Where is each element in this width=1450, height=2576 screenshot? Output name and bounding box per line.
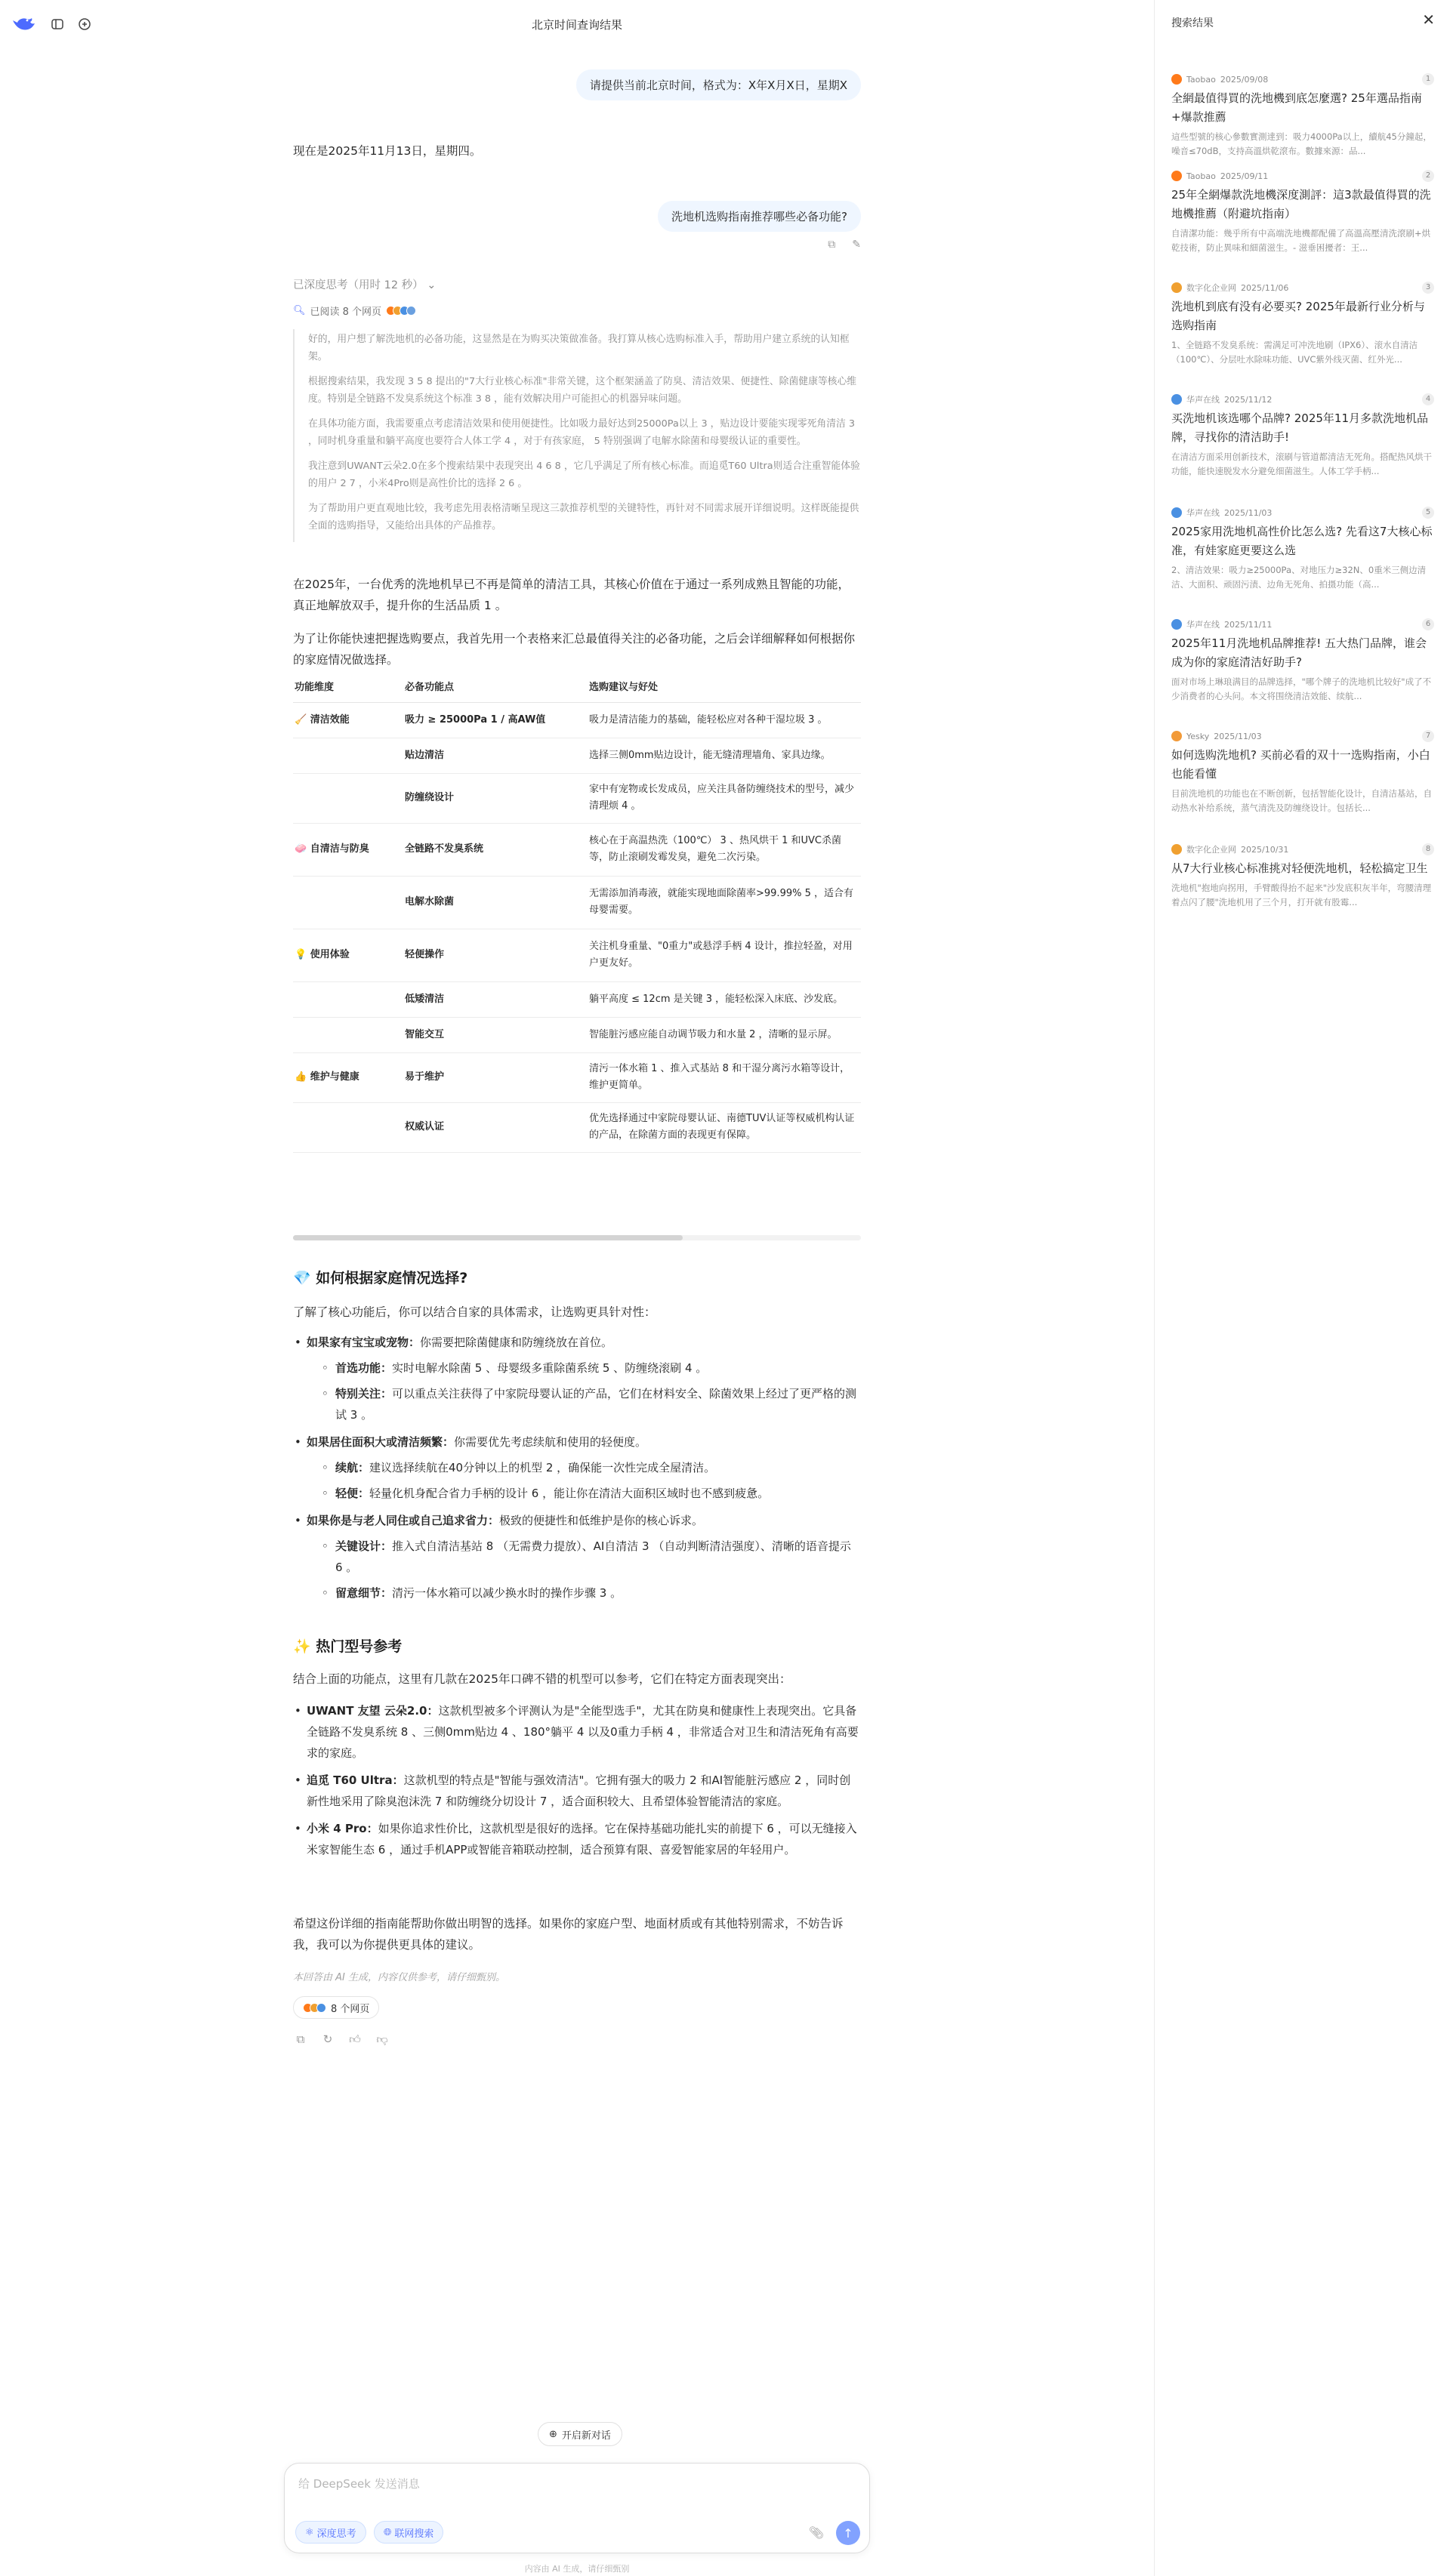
- search-result-card[interactable]: [1171, 393, 1434, 479]
- table-row: [293, 738, 861, 773]
- list-item: [293, 1770, 861, 1812]
- result-meta: [1171, 72, 1434, 86]
- deep-think-toggle[interactable]: [295, 2521, 366, 2544]
- table-cell: 清污一体水箱 1 、推入式基站 8 和干湿分离污水箱等设计，维护更简单。: [588, 1052, 861, 1102]
- think-para: 为了帮助用户更直观地比较，我考虑先用表格清晰呈现这三款推荐机型的关键特性，再针对不同需求展开详细说明。这样既能提供全面的选购指导，又能给出具体的产品推荐。: [308, 503, 859, 532]
- web-search-toggle[interactable]: [374, 2521, 443, 2544]
- item-text: 极致的便捷性和低维护是你的核心诉求。: [499, 1514, 704, 1527]
- search-result-card[interactable]: [1171, 729, 1434, 815]
- result-snippet: 自清潔功能：幾乎所有中高端洗地機都配備了高溫高壓清洗滾刷+烘乾技術，防止異味和細菌滋生。- 滋垂困擾者：王...: [1171, 228, 1431, 253]
- table-cell: 🧹 清洁效能: [293, 702, 403, 738]
- footer-disclaimer: 内容由 AI 生成，请仔细甄别: [524, 2564, 630, 2574]
- item-text: 轻量化机身配合省力手柄的设计 6 ，能让你在清洁大面积区域时也不感到疲惫。: [369, 1487, 770, 1500]
- list-item: [293, 1332, 861, 1425]
- result-site: Taobao: [1186, 171, 1216, 181]
- table-cell: 易于维护: [403, 1052, 588, 1102]
- item-lead: 轻便：: [335, 1487, 370, 1500]
- item-text: 可以重点关注获得了中家院母婴认证的产品，它们在材料安全、除菌效果上经过了更严格的测试 3 。: [335, 1387, 857, 1422]
- think-para: 好的，用户想了解洗地机的必备功能，这显然是在为购买决策做准备。我打算从核心选购标准入手，帮助用户建立系统的认知框架。: [308, 334, 850, 362]
- result-title[interactable]: 从7大行业核心标准挑对轻便洗地机，轻松搞定卫生: [1171, 861, 1428, 875]
- item-text: 如果你追求性价比，这款机型是很好的选择。它在保持基础功能扎实的前提下 6 ，可以无缝接入米家智能生态 6 ，通过手机APP或智能音箱联动控制，适合预算有限、喜爱智能家居的年轻用户。: [307, 1822, 857, 1857]
- table-row: [293, 702, 861, 738]
- table-cell: 防缠绕设计: [403, 773, 588, 823]
- table-cell: 低矮清洁: [403, 981, 588, 1017]
- section-intro: 了解了核心功能后，你可以结合自家的具体需求，让选购更具针对性：: [293, 1305, 656, 1319]
- result-site: 数字化企业网: [1186, 845, 1236, 855]
- item-lead: 小米 4 Pro：: [307, 1822, 378, 1835]
- result-date: 2025/11/11: [1224, 619, 1273, 630]
- table-header: 功能维度: [293, 670, 403, 702]
- item-lead: 如果居住面积大或清洁频繁：: [307, 1435, 455, 1449]
- item-lead: UWANT 友望 云朵2.0：: [307, 1704, 439, 1718]
- sub-list-item: [307, 1483, 861, 1504]
- list-item: [293, 1510, 861, 1604]
- item-text: 清污一体水箱可以减少换水时的操作步骤 3 。: [392, 1586, 622, 1600]
- table-cell: 贴边清洁: [403, 738, 588, 773]
- result-meta: [1171, 843, 1434, 856]
- result-snippet: 洗地机"抱地向拐用，手臂酸得抬不起来"沙发底积灰半年，弯腰清理着点闪了腰"洗地机用了三个月，打开就有股霉...: [1171, 883, 1432, 907]
- result-meta: [1171, 729, 1434, 743]
- result-site: 华声在线: [1186, 620, 1220, 630]
- table-cell: 关注机身重量、"0重力"或悬浮手柄 4 设计，推拉轻盈，对用户更友好。: [588, 929, 861, 981]
- copy-icon[interactable]: ⧉: [828, 239, 836, 251]
- item-lead: 如果你是与老人同住或自己追求省力：: [307, 1514, 500, 1527]
- sub-list-item: [307, 1582, 861, 1604]
- result-title[interactable]: 洗地机到底有没有必要买? 2025年最新行业分析与选购指南: [1171, 300, 1425, 332]
- sub-list-item: [307, 1383, 861, 1425]
- search-result-card[interactable]: [1171, 281, 1434, 367]
- table-cell: [293, 1102, 403, 1152]
- sub-list-item: [307, 1357, 861, 1379]
- search-result-card[interactable]: [1171, 843, 1434, 910]
- think-header: 已深度思考（用时 12 秒）: [293, 279, 424, 291]
- table-cell: 👍 维护与健康: [293, 1052, 403, 1102]
- new-chat-icon: ⊕: [549, 2428, 557, 2440]
- panel-title: 搜索结果: [1171, 17, 1214, 29]
- result-snippet: 1、全链路不发臭系统：需满足可冲洗地刷（IPX6）、滚水自清洁（100℃）、分层吐水除味功能、UVC紫外线灭菌、红外光...: [1171, 340, 1418, 365]
- table-cell: [293, 738, 403, 773]
- result-snippet: 這些型號的核心參數實測達到：吸力4000Pa以上，續航45分鐘起，噪音≤70dB，支持高溫烘乾滾布。數據來源：品...: [1171, 131, 1432, 156]
- result-site: 华声在线: [1186, 395, 1220, 405]
- table-cell: 核心在于高温热洗（100℃） 3 、热风烘干 1 和UVC杀菌等，防止滚刷发霉发臭，避免二次污染。: [588, 823, 861, 876]
- result-date: 2025/11/03: [1224, 507, 1273, 518]
- site-favicon-icon: [1171, 844, 1182, 855]
- list-item: [293, 1431, 861, 1504]
- table-cell: [293, 1017, 403, 1052]
- site-favicon-icon: [1171, 507, 1182, 518]
- item-text: 推入式自清洁基站 8 （无需费力提放）、AI自清洁 3 （自动判断清洁强度）、清晰的语音提示 6 。: [335, 1539, 851, 1574]
- table-cell: 全链路不发臭系统: [403, 823, 588, 876]
- item-lead: 特别关注：: [335, 1387, 393, 1400]
- result-snippet: 目前洗地机的功能也在不断创新，包括智能化设计，自清洁基站，自动热水补给系统，蒸气清洗及防缠绕设计。包括长...: [1171, 788, 1432, 813]
- family-guide-list: [293, 1332, 861, 1610]
- think-para: 在具体功能方面，我需要重点考虑清洁效果和使用便捷性。比如吸力最好达到25000Pa以上 3 ，贴边设计要能实现零死角清洁 3 ，同时机身重量和躺平高度也要符合人体工学 4 ，对于有孩家庭， 5 特别强调了电解水除菌和母婴级认证的重要性。: [308, 418, 856, 447]
- close-icon[interactable]: ✕: [1422, 11, 1435, 29]
- table-row: [293, 1102, 861, 1152]
- read-label: 已阅读 8 个网页: [310, 307, 382, 318]
- table-header: 必备功能点: [403, 670, 588, 702]
- message-actions: [293, 239, 861, 251]
- thinking-content: [293, 329, 861, 542]
- result-meta: [1171, 618, 1434, 631]
- site-favicon-icon: [1171, 731, 1182, 741]
- result-title[interactable]: 2025年11月洗地机品牌推荐! 五大热门品牌，谁会成为你的家庭清洁好助手?: [1171, 636, 1427, 669]
- item-lead: 追觅 T60 Ultra：: [307, 1773, 404, 1787]
- result-title[interactable]: 全網最值得買的洗地機到底怎麼選? 25年選品指南+爆款推薦: [1171, 91, 1422, 124]
- edit-icon[interactable]: ✎: [852, 239, 861, 251]
- top-bar: [0, 0, 1154, 48]
- table-row: [293, 929, 861, 981]
- table-header: 选购建议与好处: [588, 670, 861, 702]
- ai-disclaimer: 本回答由 AI 生成，内容仅供参考，请仔细甄别。: [293, 1972, 505, 1983]
- item-lead: 首选功能：: [335, 1361, 393, 1375]
- result-date: 2025/09/11: [1220, 171, 1269, 181]
- search-result-card[interactable]: [1171, 72, 1434, 159]
- assistant-answer: 现在是2025年11月13日，星期四。: [293, 144, 482, 158]
- models-list: [293, 1700, 861, 1866]
- table-cell: [293, 981, 403, 1017]
- table-row: [293, 1052, 861, 1102]
- table-cell: 🧼 自清洁与防臭: [293, 823, 403, 876]
- think-para: 我注意到UWANT云朵2.0在多个搜索结果中表现突出 4 6 8 ，它几乎满足了所有核心标准。而追觅T60 Ultra则适合注重智能体验的用户 2 7 ，小米4Pro则是高性价比的选择 2 6 。: [308, 461, 860, 489]
- result-meta: [1171, 281, 1434, 294]
- result-date: 2025/11/03: [1214, 731, 1262, 741]
- thumbs-up-icon[interactable]: 👍︎: [349, 2032, 361, 2046]
- table-cell: 选择三侧0mm贴边设计，能无缝清理墙角、家具边缘。: [588, 738, 861, 773]
- search-results-panel: [1154, 0, 1450, 2576]
- copy-icon[interactable]: ⧉: [296, 2032, 305, 2046]
- result-number: 3: [1422, 282, 1434, 294]
- result-snippet: 在清洁方面采用创新技术，滚刷与管道都清洁无死角。搭配热风烘干功能，能快速脱发水分避免细菌滋生。人体工学手柄...: [1171, 451, 1432, 476]
- message-composer: [284, 2463, 870, 2553]
- result-site: Taobao: [1186, 74, 1216, 85]
- item-lead: 关键设计：: [335, 1539, 393, 1553]
- result-site: Yesky: [1186, 731, 1210, 741]
- site-favicon-icon: [1171, 394, 1182, 405]
- deep-think-label: 深度思考: [316, 2528, 356, 2540]
- table-cell: 权威认证: [403, 1102, 588, 1152]
- item-text: 你需要优先考虑续航和使用的轻便度。: [454, 1435, 647, 1449]
- think-toggle[interactable]: [293, 276, 861, 292]
- table-cell: 智能交互: [403, 1017, 588, 1052]
- result-number: 4: [1422, 393, 1434, 405]
- item-lead: 续航：: [335, 1461, 370, 1474]
- arrow-up-icon: ↑: [843, 2525, 853, 2541]
- paperclip-icon[interactable]: 📎︎: [808, 2525, 824, 2540]
- section-intro: 结合上面的功能点，这里有几款在2025年口碑不错的机型可以参考，它们在特定方面表现突出：: [293, 1672, 791, 1686]
- table-cell: 无需添加消毒液，就能实现地面除菌率>99.99% 5 ，适合有母婴需要。: [588, 876, 861, 929]
- result-date: 2025/10/31: [1241, 844, 1289, 855]
- table-cell: 家中有宠物或长发成员，应关注具备防缠绕技术的型号，减少清理烦 4 。: [588, 773, 861, 823]
- intro-paragraph: 为了让你能快速把握选购要点，我首先用一个表格来汇总最值得关注的必备功能，之后会详细解释如何根据你的家庭情况做选择。: [293, 632, 856, 667]
- result-number: 2: [1422, 170, 1434, 182]
- list-item: [293, 1818, 861, 1860]
- table-cell: 电解水除菌: [403, 876, 588, 929]
- result-number: 7: [1422, 730, 1434, 742]
- result-number: 5: [1422, 507, 1434, 519]
- user-message: 洗地机选购指南推荐哪些必备功能?: [658, 201, 861, 232]
- list-item: [293, 1700, 861, 1764]
- result-snippet: 2、清洁效果：吸力≥25000Pa、对地压力≥32N、0重米三侧边清洁、大面积、顽固污渍、边角无死角、拍摄功能（高...: [1171, 565, 1427, 590]
- search-result-card[interactable]: [1171, 506, 1434, 592]
- sub-list-item: [307, 1536, 861, 1578]
- message-input[interactable]: [298, 2473, 827, 2495]
- item-lead: 如果家有宝宝或宠物：: [307, 1336, 421, 1349]
- new-chat-button[interactable]: [538, 2422, 622, 2446]
- site-favicon-icon: [1171, 282, 1182, 293]
- search-result-card[interactable]: [1171, 618, 1434, 704]
- regenerate-icon[interactable]: ↻: [322, 2032, 333, 2046]
- search-result-card[interactable]: [1171, 169, 1434, 255]
- sources-label: 8 个网页: [331, 2003, 370, 2015]
- result-meta: [1171, 393, 1434, 406]
- result-snippet: 面对市场上琳琅满目的品牌选择，"哪个牌子的洗地机比较好"成了不少消费者的心头问。本文将围绕清洁效能、续航...: [1171, 676, 1432, 701]
- section-title: 💎 如何根据家庭情况选择?: [293, 1270, 468, 1286]
- table-cell: [293, 876, 403, 929]
- read-pages[interactable]: [293, 304, 861, 318]
- table-cell: 吸力 ≥ 25000Pa 1 / 高AW值: [403, 702, 588, 738]
- result-title[interactable]: 25年全網爆款洗地機深度測評：這3款最值得買的洗地機推薦（附避坑指南）: [1171, 188, 1431, 220]
- item-text: 这款机型被多个评测认为是"全能型选手"，尤其在防臭和健康性上表现突出。它具备全链路不发臭系统 8 、三侧0mm贴边 4 、180°躺平 4 以及0重力手柄 4 ，非常适合对卫生和清洁死角有高要求的家庭。: [307, 1704, 859, 1760]
- table-row: [293, 1017, 861, 1052]
- result-number: 8: [1422, 843, 1434, 855]
- item-text: 你需要把除菌健康和防缠绕放在首位。: [420, 1336, 613, 1349]
- table-cell: [293, 773, 403, 823]
- new-chat-label: 开启新对话: [561, 2430, 611, 2442]
- result-number: 1: [1422, 73, 1434, 85]
- search-icon: 🔍︎: [293, 305, 306, 316]
- think-para: 根据搜索结果，我发现 3 5 8 提出的"7大行业核心标准"非常关键，这个框架涵盖了防臭、清洁效果、便捷性、除菌健康等核心维度。特别是全链路不发臭系统这个标准 3 8 ，能有效解决用户可能担心的机器异味问题。: [308, 376, 857, 405]
- closing-paragraph: 希望这份详细的指南能帮助你做出明智的选择。如果你的家庭户型、地面材质或有其他特别需求，不妨告诉我，我可以为你提供更具体的建议。: [293, 1917, 844, 1952]
- result-title[interactable]: 2025家用洗地机高性价比怎么选? 先看这7大核心标准，有娃家庭更要这么选: [1171, 525, 1433, 557]
- table-cell: 吸力是清洁能力的基础，能轻松应对各种干湿垃圾 3 。: [588, 702, 861, 738]
- table-cell: 躺平高度 ≤ 12cm 是关键 3 ，能轻松深入床底、沙发底。: [588, 981, 861, 1017]
- web-search-label: 联网搜索: [394, 2528, 434, 2540]
- chevron-down-icon: ⌄: [427, 279, 437, 291]
- item-text: 这款机型的特点是"智能与强效清洁"。它拥有强大的吸力 2 和AI智能脏污感应 2 ，同时创新性地采用了除臭泡沫洗 7 和防缠绕分切设计 7 ，适合面积较大、且希望体验智能清洁的家庭。: [307, 1773, 851, 1808]
- page-title: 北京时间查询结果: [531, 18, 622, 32]
- result-site: 华声在线: [1186, 508, 1220, 518]
- result-meta: [1171, 506, 1434, 519]
- deep-think-icon: ⚛: [305, 2526, 314, 2538]
- result-title[interactable]: 如何选购洗地机? 买前必看的双十一选购指南，小白也能看懂: [1171, 748, 1430, 781]
- table-cell: 优先选择通过中家院母婴认证、南德TUV认证等权威机构认证的产品，在除菌方面的表现更有保障。: [588, 1102, 861, 1152]
- table-cell: 轻便操作: [403, 929, 588, 981]
- globe-icon: 🌐︎: [384, 2526, 392, 2538]
- sources-pill[interactable]: [293, 1996, 379, 2019]
- result-number: 6: [1422, 618, 1434, 630]
- favicon-icon: [406, 306, 416, 316]
- result-date: 2025/11/06: [1241, 282, 1289, 293]
- result-title[interactable]: 买洗地机该选哪个品牌? 2025年11月多款洗地机品牌，寻找你的清洁助手!: [1171, 411, 1428, 444]
- site-favicon-icon: [1171, 619, 1182, 630]
- item-lead: 留意细节：: [335, 1586, 393, 1600]
- sources-row: [293, 1996, 861, 2019]
- user-message: 请提供当前北京时间，格式为：X年X月X日，星期X: [576, 69, 861, 100]
- item-text: 建议选择续航在40分钟以上的机型 2 ，确保能一次性完成全屋清洁。: [369, 1461, 716, 1474]
- result-meta: [1171, 169, 1434, 183]
- send-button[interactable]: [836, 2521, 860, 2545]
- table-row: [293, 981, 861, 1017]
- table-row: [293, 823, 861, 876]
- section-title: ✨ 热门型号参考: [293, 1638, 403, 1655]
- sub-list-item: [307, 1457, 861, 1478]
- table-scrollbar-thumb[interactable]: [293, 1235, 683, 1240]
- site-favicon-icon: [1171, 171, 1182, 181]
- thumbs-down-icon[interactable]: 👎︎: [376, 2032, 388, 2046]
- table-cell: 💡 使用体验: [293, 929, 403, 981]
- result-date: 2025/11/12: [1224, 394, 1273, 405]
- features-table: [293, 670, 861, 1153]
- table-row: [293, 773, 861, 823]
- favicon-icon: [316, 2003, 326, 2013]
- table-row: [293, 876, 861, 929]
- table-cell: 智能脏污感应能自动调节吸力和水量 2 ，清晰的显示屏。: [588, 1017, 861, 1052]
- answer-actions: [293, 2032, 861, 2048]
- result-site: 数字化企业网: [1186, 283, 1236, 293]
- source-favicons: [303, 2003, 326, 2013]
- intro-paragraph: 在2025年，一台优秀的洗地机早已不再是简单的清洁工具，其核心价值在于通过一系列成熟且智能的功能，真正地解放双手，提升你的生活品质 1 。: [293, 578, 850, 612]
- source-favicons: [386, 306, 416, 316]
- item-text: 实时电解水除菌 5 、母婴级多重除菌系统 5 、防缠绕滚刷 4 。: [392, 1361, 708, 1375]
- result-date: 2025/09/08: [1220, 74, 1269, 85]
- site-favicon-icon: [1171, 74, 1182, 85]
